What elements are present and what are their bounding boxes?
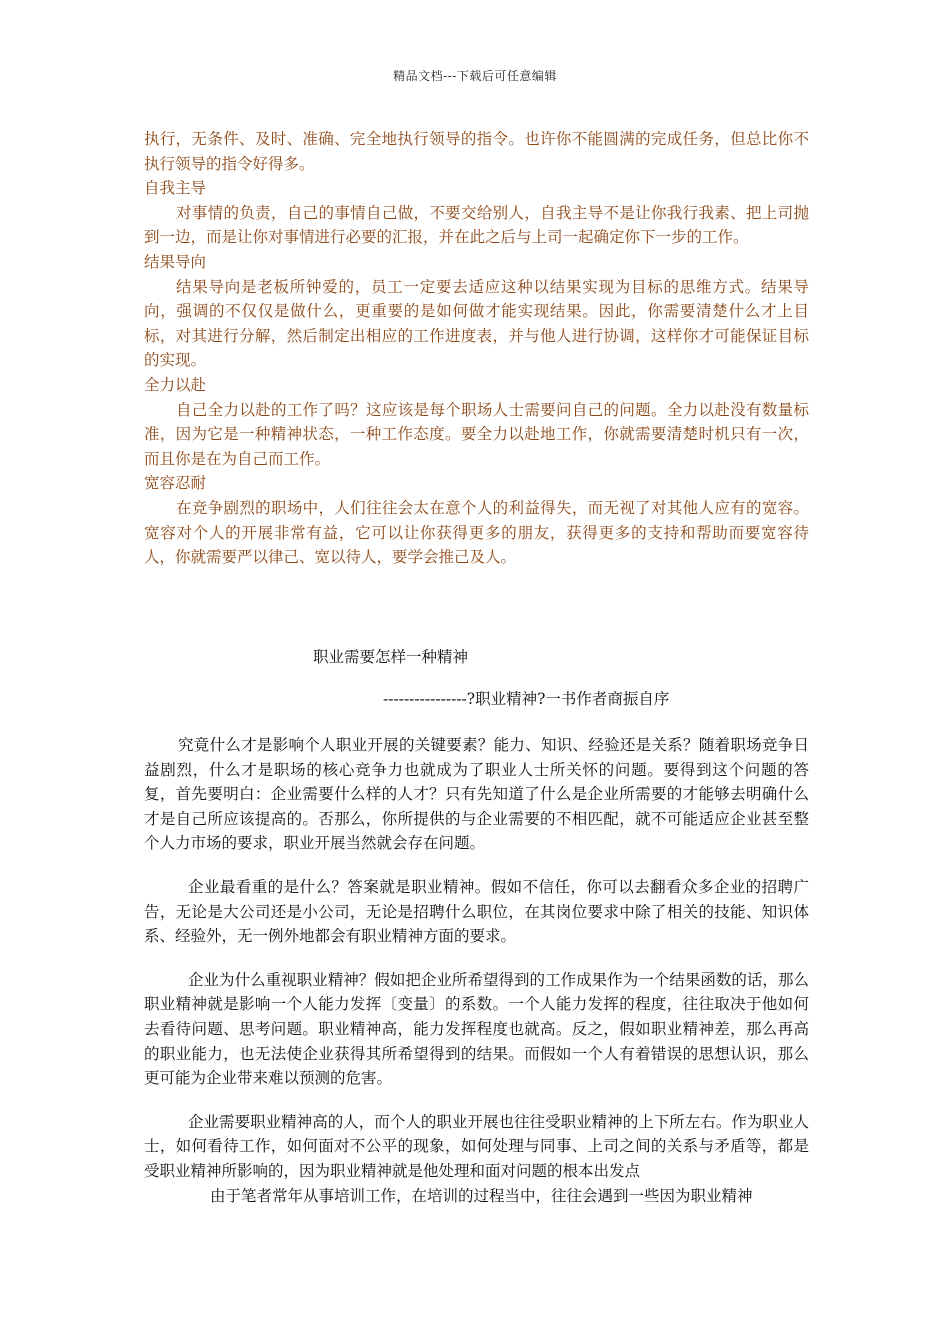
article-paragraph: 企业需要职业精神高的人，而个人的职业开展也往往受职业精神的上下所左右。作为职业人士，如何看待工作，如何面对不公平的现象，如何处理与同事、上司之间的关系与矛盾等，都是受职业精神所影响的，因为职业精神就是他处理和面对问题的根本出发点 — [144, 1112, 809, 1180]
intro-paragraph: 执行，无条件、及时、准确、完全地执行领导的指令。也许你不能圆满的完成任务，但总比你不执行领导的指令好得多。 — [144, 130, 809, 173]
paragraph-result-oriented: 结果导向是老板所钟爱的，员工一定要去适应这种以结果实现为目标的思维方式。结果导向，强调的不仅仅是做什么，更重要的是如何做才能实现结果。因此，你需要清楚什么才上目标，对其进行分解，然后制定出相应的工作进度表，并与他人进行协调，这样你才可能保证目标的实现。 — [144, 277, 809, 370]
section-qualities — [144, 127, 809, 570]
heading-tolerance: 宽容忍耐 — [144, 474, 207, 493]
article-body — [144, 733, 809, 1208]
article-subtitle: ----------------?职业精神?一书作者商振自序 — [383, 690, 670, 708]
heading-self-direction: 自我主导 — [144, 179, 207, 198]
heading-result-oriented: 结果导向 — [144, 252, 207, 271]
paragraph-self-direction: 对事情的负责，自己的事情自己做，不要交给别人，自我主导不是让你我行我素、把上司抛到一边，而是让你对事情进行必要的汇报，并在此之后与上司一起确定你下一步的工作。 — [144, 203, 809, 247]
article-title: 职业需要怎样一种精神 — [313, 648, 469, 666]
paragraph-tolerance: 在竞争剧烈的职场中，人们往往会太在意个人的利益得失，而无视了对其他人应有的宽容。宽容对个人的开展非常有益，它可以让你获得更多的朋友，获得更多的支持和帮助而要宽容待人，你就需要严以律己、宽以待人，要学会推己及人。 — [144, 498, 809, 567]
paragraph-full-effort: 自己全力以赴的工作了吗？这应该是每个职场人士需要问自己的问题。全力以赴没有数量标准，因为它是一种精神状态，一种工作态度。要全力以赴地工作，你就需要清楚时机只有一次，而且你是在为自己而工作。 — [144, 400, 809, 468]
page-header: 精品文档---下载后可任意编辑 — [393, 69, 557, 83]
heading-full-effort: 全力以赴 — [144, 375, 207, 394]
article-paragraph: 究竟什么才是影响个人职业开展的关键要素？能力、知识、经验还是关系？随着职场竞争日益剧烈，什么才是职场的核心竞争力也就成为了职业人士所关怀的问题。要得到这个问题的答复，首先要明白：企业需要什么样的人才？只有先知道了什么是企业所需要的才能够去明确什么才是自己所应该提高的。否那么，你所提供的与企业需要的不相匹配，就不可能适应企业甚至整个人力市场的要求，职业开展当然就会存在问题。 — [144, 736, 809, 853]
article-paragraph: 企业最看重的是什么？答案就是职业精神。假如不信任，你可以去翻看众多企业的招聘广告，无论是大公司还是小公司，无论是招聘什么职位，在其岗位要求中除了相关的技能、知识体系、经验外，无一例外地都会有职业精神方面的要求。 — [144, 877, 809, 946]
article-paragraph: 企业为什么重视职业精神？假如把企业所希望得到的工作成果作为一个结果函数的话，那么职业精神就是影响一个人能力发挥〔变量〕的系数。一个人能力发挥的程度，往往取决于他如何去看待问题、思考问题。职业精神高，能力发挥程度也就高。反之，假如职业精神差，那么再高的职业能力，也无法使企业获得其所希望得到的结果。而假如一个人有着错误的思想认识，那么更可能为企业带来难以预测的危害。 — [144, 970, 809, 1088]
article-paragraph: 由于笔者常年从事培训工作，在培训的过程当中，往往会遇到一些因为职业精神 — [210, 1186, 753, 1205]
